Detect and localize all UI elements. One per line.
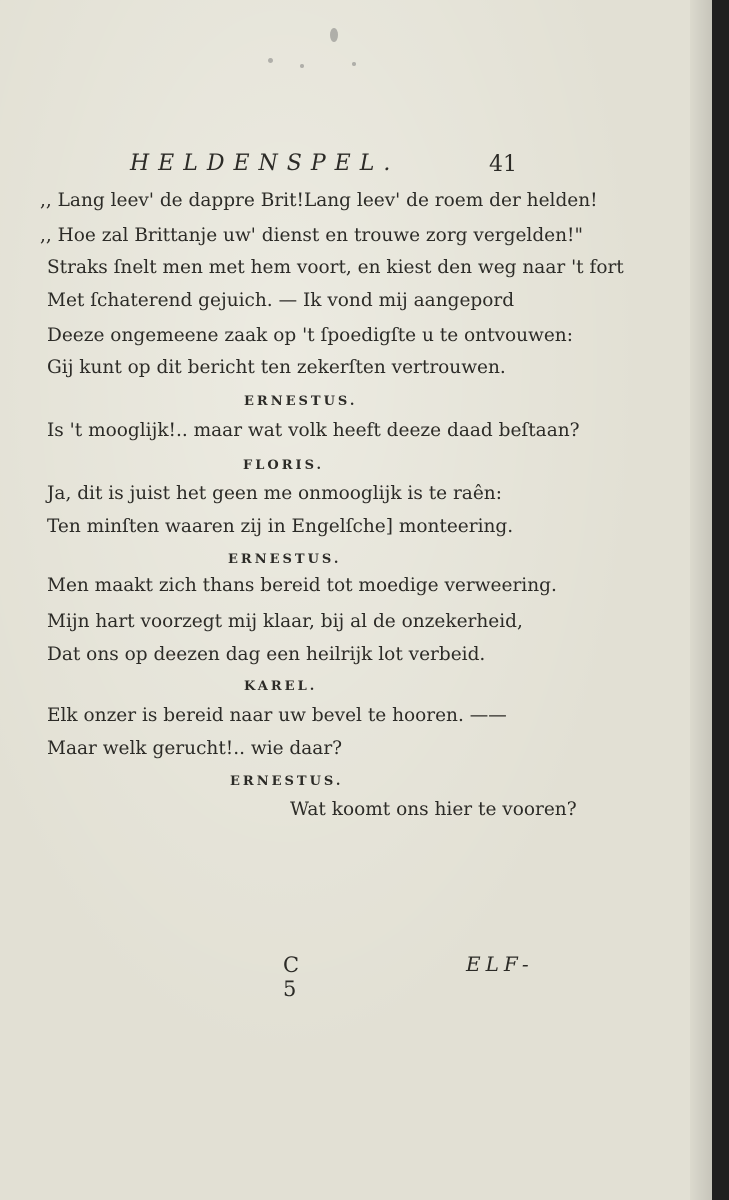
speaker-name: ERNESTUS.: [244, 394, 358, 409]
ink-smudge: [268, 58, 273, 63]
verse-line: Elk onzer is bereid naar uw bevel te hooren. ——: [47, 705, 507, 726]
verse-line: Maar welk gerucht!.. wie daar?: [47, 738, 343, 759]
verse-line: Deeze ongemeene zaak op 't ſpoedigſte u te ontvouwen:: [47, 325, 573, 346]
speaker-name: ERNESTUS.: [230, 774, 344, 789]
book-spine-edge: [712, 0, 729, 1200]
speaker-name: FLORIS.: [243, 458, 325, 473]
verse-line: ,, Lang leev' de dappre Brit!Lang leev' de roem der helden!: [40, 190, 598, 211]
signature-mark: C 5: [283, 953, 306, 1001]
verse-line: Gij kunt op dit bericht ten zekerſten vertrouwen.: [47, 357, 506, 378]
verse-line: Met ſchaterend gejuich. — Ik vond mij aangepord: [47, 290, 515, 311]
running-title: HELDENSPEL.: [130, 151, 400, 176]
verse-line: Ten minſten waaren zij in Engelſche] monteering.: [47, 516, 514, 537]
ink-smudge: [300, 64, 304, 68]
page-gutter-shadow: [690, 0, 712, 1200]
verse-line: Dat ons op deezen dag een heilrijk lot verbeid.: [47, 644, 486, 665]
verse-line: Straks ſnelt men met hem voort, en kiest den weg naar 't fort: [47, 257, 624, 278]
catchword: ELF-: [466, 952, 534, 976]
speaker-name: KAREL.: [244, 679, 318, 694]
verse-line: ,, Hoe zal Brittanje uw' dienst en trouwe zorg vergelden!": [40, 225, 583, 246]
ink-smudge: [330, 28, 338, 42]
page-number: 41: [489, 152, 517, 177]
verse-line: Ja, dit is juist het geen me onmooglijk is te raên:: [47, 483, 502, 504]
verse-line: Wat koomt ons hier te vooren?: [290, 799, 577, 820]
speaker-name: ERNESTUS.: [228, 552, 342, 567]
verse-line: Men maakt zich thans bereid tot moedige verweering.: [47, 575, 557, 596]
verse-line: Mijn hart voorzegt mij klaar, bij al de onzekerheid,: [47, 611, 523, 632]
verse-line: Is 't mooglijk!.. maar wat volk heeft deeze daad beſtaan?: [47, 420, 580, 441]
ink-smudge: [352, 62, 356, 66]
